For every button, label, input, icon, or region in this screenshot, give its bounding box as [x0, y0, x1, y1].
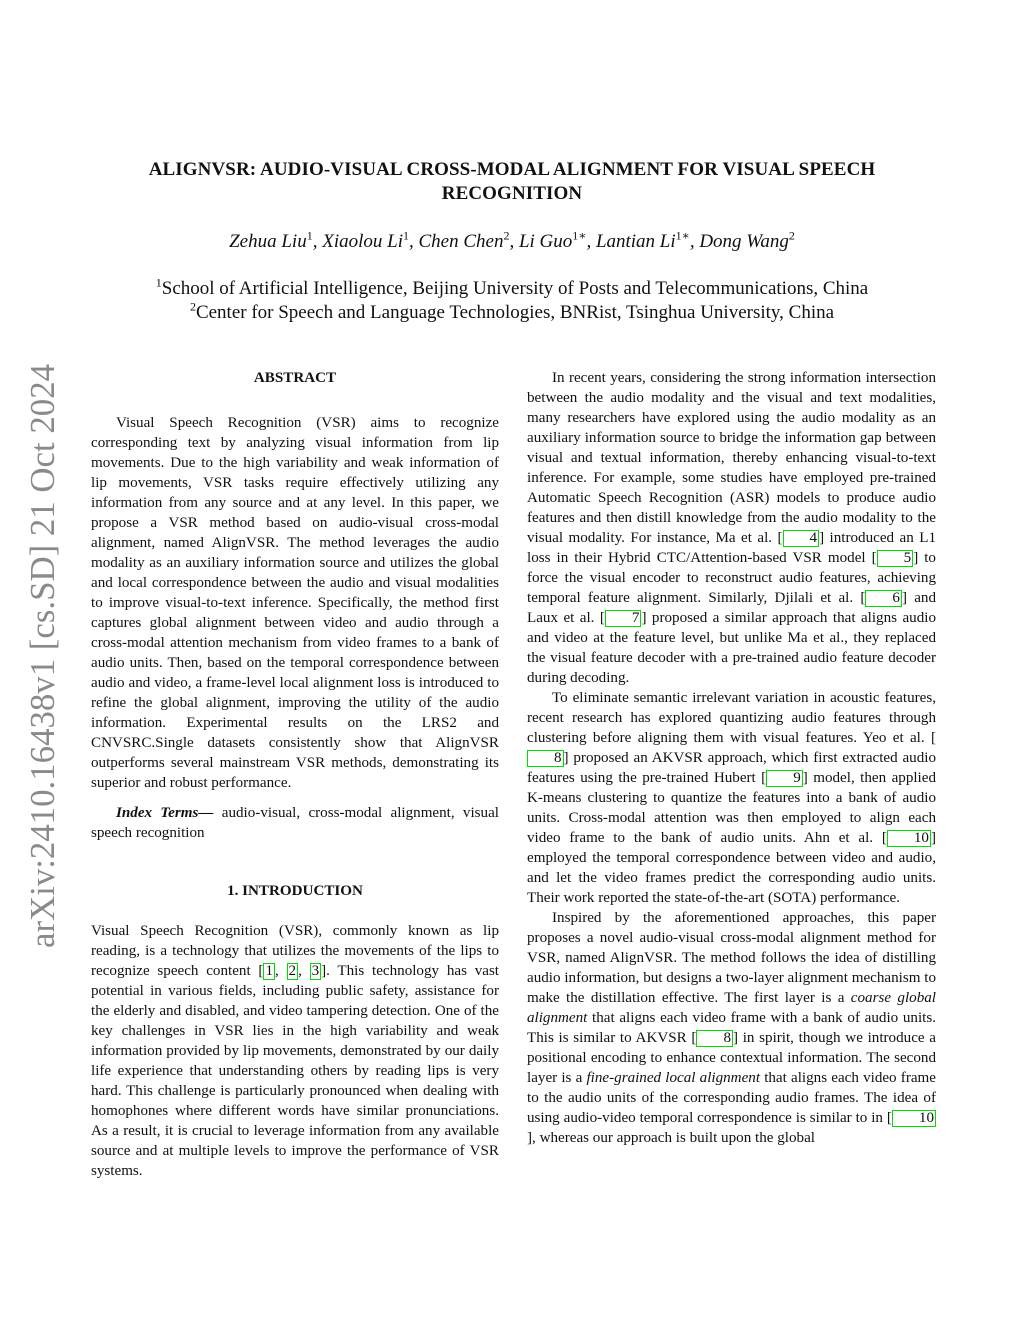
text-run: ] introduced an L1 loss in their Hybrid CTC/Attention-based VSR model [ [527, 530, 936, 566]
affiliation-mark: 2 [189, 299, 196, 314]
text-run: ] employed the temporal correspondence between video and audio, and let the video frames predict the corresponding audio units. Their work reported the state-of-the-art (SOTA) performance. [527, 830, 936, 906]
text-run: Visual Speech Recognition (VSR), commonly known as lip reading, is a technology that utilizes the movements of the lips to recognize speech content [ [91, 923, 499, 979]
text-run: ] to force the visual encoder to reconstruct audio features, achieving temporal feature alignment. Similarly, Djilali et al. [ [527, 550, 936, 606]
left-column [91, 368, 499, 1181]
index-terms-text: audio-visual, cross-modal alignment, visual speech recognition [91, 805, 499, 841]
text-run: ] in spirit, though we introduce a positional encoding to enhance contextual information. The second layer is a [527, 1030, 936, 1086]
spacer [91, 843, 499, 881]
text-run: ] model, then applied K-means clustering to quantize the features into a bank of audio units. Cross-modal attention was then employed to align each video frame to the bank of audio units. Ahn et al. [ [527, 770, 936, 846]
author-affiliation-mark: 2 [503, 228, 510, 243]
affiliation-2 [100, 301, 924, 325]
author-affiliation-mark: 1∗ [675, 228, 690, 243]
author-name: Lantian Li [595, 231, 676, 252]
citation-link[interactable]: 2 [288, 963, 297, 979]
citation-link[interactable]: 8 [527, 750, 564, 767]
right-paragraph-1 [527, 368, 936, 688]
text-run: , [274, 963, 287, 979]
introduction-heading: 1. INTRODUCTION [227, 883, 363, 899]
citation-link[interactable]: 10 [887, 830, 931, 847]
text-run: ] and Laux et al. [ [527, 590, 937, 626]
author-name: Xiaolou Li [322, 231, 403, 252]
affiliation-text: School of Artificial Intelligence, Beijing University of Posts and Telecommunications, China [161, 278, 869, 299]
index-terms-label: Index Terms— [116, 805, 214, 821]
paper-title-line-1: ALIGNVSR: AUDIO-VISUAL CROSS-MODAL ALIGNMENT FOR VISUAL SPEECH [148, 159, 876, 180]
author-name: Dong Wang [699, 231, 789, 252]
affiliation-text: Center for Speech and Language Technologies, BNRist, Tsinghua University, China [195, 302, 835, 323]
abstract-body: Visual Speech Recognition (VSR) aims to recognize corresponding text by analyzing visual information from lip movements. Due to the high variability and weak information of lip movements, VSR tasks require effectively utilizing any information from any source and at any level. In this paper, we propose a VSR method based on audio-visual cross-modal alignment, named AlignVSR. The method leverages the audio modality as an auxiliary information source and utilizes the global and local correspondence between the audio and visual modalities to improve visual-to-text inference. Specifically, the method first captures global alignment between video and audio through a cross-modal attention mechanism from video frames to a bank of audio units. Then, based on the temporal correspondence between audio and video, a frame-level local alignment loss is introduced to refine the global alignment, improving the utility of the audio information. Experimental results on the LRS2 and CNVSRC.Single datasets consistently show that AlignVSR outperforms several mainstream VSR methods, demonstrating its superior and robust performance. [91, 415, 499, 791]
spacer [91, 793, 499, 803]
author-name: Li Guo [518, 231, 573, 252]
author-list: Zehua Liu$^1$, Xiaolou Li$^1$, Chen Chen$^2$, Li Guo$^{1∗}$, Lantian $Li^{1∗}$, Dong Wang$^2$ [229, 228, 795, 252]
text-run: ], whereas our approach is built upon the global [527, 1130, 815, 1146]
citation-link[interactable]: 4 [783, 530, 820, 547]
text-run: In recent years, considering the strong information intersection between the audio modality and the visual and text modalities, many researchers have explored using the audio modality as an auxiliary information source to bridge the information gap between visual and textual information, thereby enhancing visual-to-text inference. For example, some studies have employed pre-trained Automatic Speech Recognition (ASR) models to produce audio features and then distill knowledge from the audio modality to the visual modality. For instance, Ma et al. [ [527, 370, 936, 546]
index-terms [91, 803, 499, 843]
emphasis: fine-grained local alignment [586, 1070, 761, 1086]
affiliation-mark: 1 [155, 275, 162, 290]
spacer [91, 388, 499, 413]
paper-title [100, 158, 924, 206]
text-run: Inspired by the aforementioned approaches, this paper proposes a novel audio-visual cross-modal alignment method for VSR, named AlignVSR. The method follows the idea of distilling audio information, but designs a two-layer alignment mechanism to make the distillation effective. The first layer is a [527, 910, 936, 1006]
arxiv-identifier [10, 360, 70, 950]
right-paragraph-2 [527, 688, 936, 908]
citation-link[interactable]: 10 [892, 1110, 936, 1127]
emphasis: coarse global alignment [527, 990, 936, 1026]
author-affiliation-mark: 2 [788, 228, 795, 243]
text-run: To eliminate semantic irrelevant variation in acoustic features, recent research has explored quantizing audio features through clustering before aligning them with visual features. Yeo et al. [ [527, 690, 936, 746]
text-run: ]. This technology has vast potential in various fields, including public safety, assistance for the elderly and disabled, and video tampering detection. One of the key challenges in VSR lies in the high variability and weak information provided by lip movements, demonstrated by our daily life experience that understanding others by reading lips is very hard. This challenge is particularly pronounced when dealing with homophones where different words have similar pronunciations. As a result, it is crucial to leverage information from any available source and at multiple levels to improve the performance of VSR systems. [91, 963, 500, 1179]
citation-link[interactable]: 1 [265, 963, 273, 979]
intro-paragraph-1 [91, 921, 499, 1181]
affiliation-list [100, 277, 924, 325]
author-affiliation-mark: 1 [402, 228, 409, 243]
affiliation-1 [100, 277, 924, 301]
text-run: that aligns each video frame to the audio units of the corresponding audio frames. The idea of using audio-video temporal correspondence is similar to in [ [527, 1070, 936, 1126]
text-run: , [298, 963, 310, 979]
text-run: that aligns each video frame with a bank of audio units. This is similar to AKVSR [ [527, 1010, 936, 1046]
arxiv-identifier-graphic [10, 360, 70, 950]
right-paragraph-3 [527, 908, 936, 1148]
author-name: Zehua Liu [229, 231, 307, 252]
right-column [527, 368, 936, 1148]
paper-title-line-2: RECOGNITION [441, 183, 583, 204]
citation-link[interactable]: 7 [605, 610, 642, 627]
author-name: Chen Chen [418, 231, 504, 252]
spacer [91, 901, 499, 921]
arxiv-identifier-text: arXiv:2410.16438v1 [cs.SD] 21 Oct 2024 [23, 360, 62, 948]
author-affiliation-mark: 1∗ [572, 228, 587, 243]
author-affiliation-mark: 1 [306, 228, 313, 243]
text-run: ] proposed a similar approach that aligns audio and video at the feature level, but unlike Ma et al., they replaced the visual feature decoder with a pre-trained audio feature decoder during decoding. [527, 610, 936, 686]
citation-link[interactable]: 3 [311, 963, 320, 979]
citation-link[interactable]: 5 [877, 550, 914, 567]
citation-link[interactable]: 9 [766, 770, 803, 787]
text-run: ] proposed an AKVSR approach, which first extracted audio features using the pre-trained Hubert [ [527, 750, 936, 786]
citation-link[interactable]: 8 [696, 1030, 733, 1047]
citation-link[interactable]: 6 [865, 590, 902, 607]
abstract-heading: ABSTRACT [253, 370, 337, 386]
